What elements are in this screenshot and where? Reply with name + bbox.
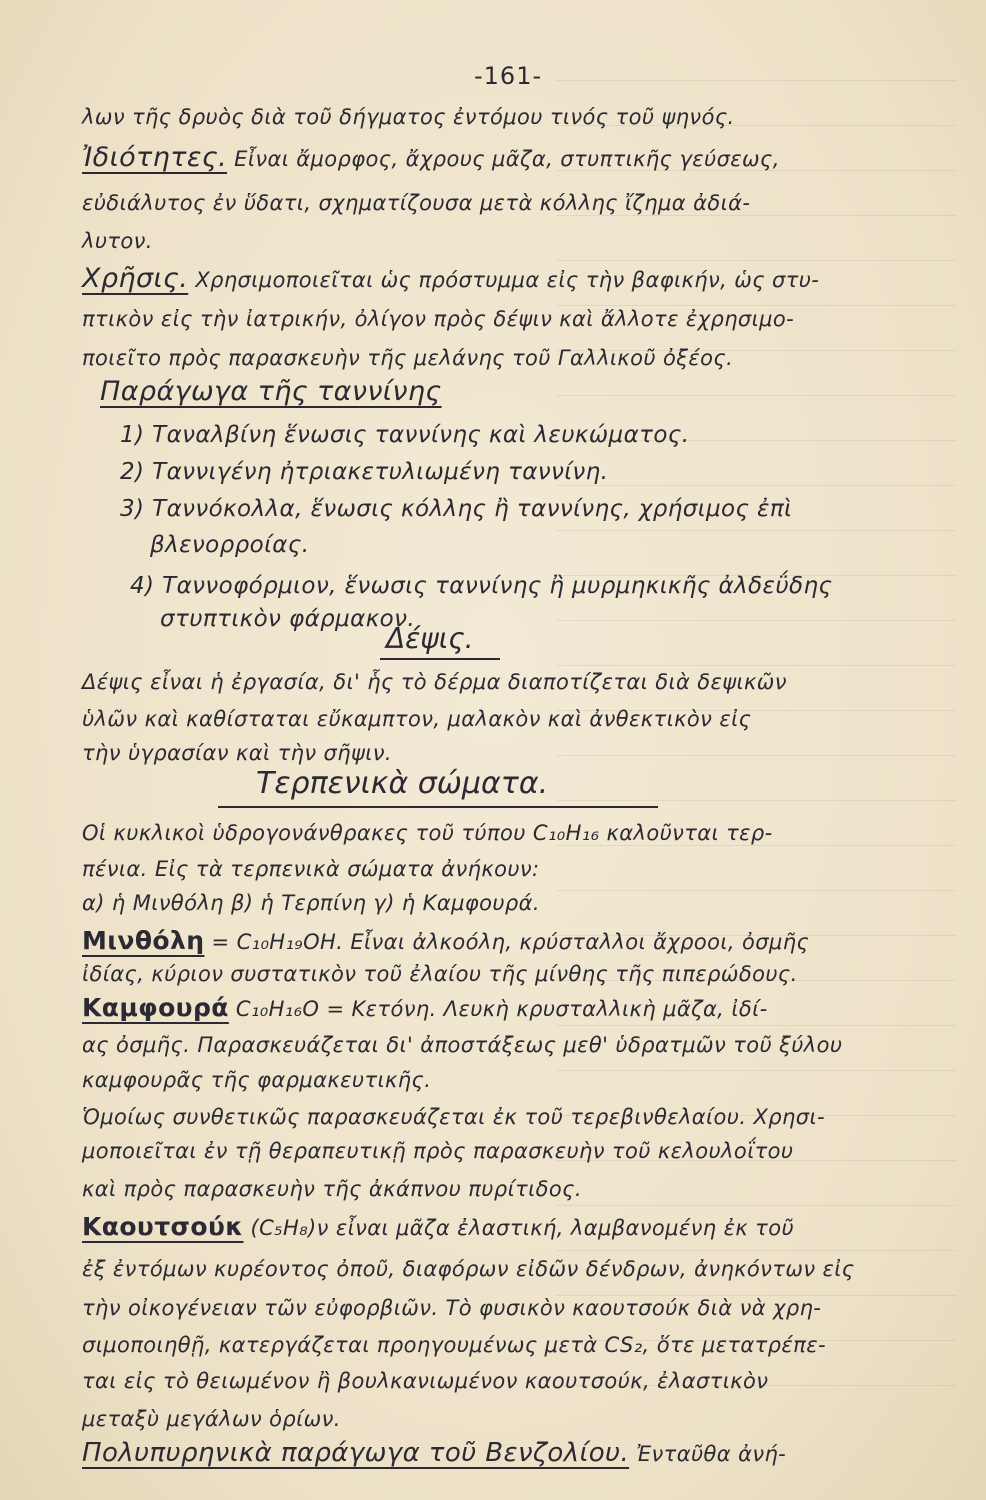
heading-polynuclear-benzene: Πολυπυρηνικὰ παράγωγα τοῦ Βενζολίου. [82, 1438, 630, 1468]
text-line: λων τῆς δρυὸς διὰ τοῦ δήγματος ἐντόμου τινός τοῦ ψηνός. [82, 105, 735, 129]
text-span: (C₅H₈)ν εἶναι μᾶζα ἐλαστική, λαμβανομένη ἐκ τοῦ [250, 1216, 795, 1240]
text-line: καὶ πρὸς παρασκευὴν τῆς ἀκάπνου πυρίτιδος. [82, 1177, 582, 1201]
text-line: μεταξὺ μεγάλων ὁρίων. [82, 1407, 341, 1431]
heading-tannin-derivatives: Παράγωγα τῆς ταννίνης [100, 376, 442, 407]
text-line [100, 377, 442, 408]
text-line [82, 1212, 794, 1243]
text-line: σιμοποιηθῇ, κατεργάζεται προηγουμένως μετὰ CS₂, ὅτε μετατρέπε- [82, 1333, 826, 1357]
heading-properties: Ἰδιότητες. [82, 142, 228, 173]
text-line: Οἱ κυκλικοὶ ὑδρογονάνθρακες τοῦ τύπου C₁₀H₁₆ καλοῦνται τερ- [82, 821, 773, 845]
list-item: 2) Ταννιγένη ἠτριακετυλιωμένη ταννίνη. [120, 459, 609, 485]
text-line [82, 1438, 786, 1469]
text-line: ποιεῖτο πρὸς παρασκευὴν τῆς μελάνης τοῦ Γαλλικοῦ ὀξέος. [82, 346, 734, 370]
text-line: λυτον. [82, 229, 153, 253]
text-line: τὴν οἰκογένειαν τῶν εὐφορβιῶν. Τὸ φυσικὸν καουτσούκ διὰ νὰ χρη- [82, 1296, 822, 1320]
text-line: ἰδίας, κύριον συστατικὸν τοῦ ἐλαίου τῆς μίνθης τῆς πιπερώδους. [82, 962, 798, 986]
text-line: α) ἡ Μινθόλη β) ἡ Τερπίνη γ) ἡ Καμφουρά. [82, 891, 540, 915]
list-item: 4) Ταννοφόρμιον, ἕνωσις ταννίνης ἢ μυρμηκικῆς ἀλδεΰδης [130, 573, 833, 599]
text-line [82, 264, 819, 295]
text-line [82, 926, 809, 957]
text-span: C₁₀H₁₆O = Κετόνη. Λευκὴ κρυσταλλικὴ μᾶζα, ἰδί- [235, 997, 768, 1021]
text-line: εὐδιάλυτος ἐν ὕδατι, σχηματίζουσα μετὰ κόλλης ἴζημα ἀδιά- [82, 191, 751, 215]
text-line: πτικὸν εἰς τὴν ἰατρικήν, ὀλίγον πρὸς δέψιν καὶ ἄλλοτε ἐχρησιμο- [82, 307, 795, 331]
heading-camphor: Καμφουρά [82, 993, 229, 1022]
text-line: πένια. Εἰς τὰ τερπενικὰ σώματα ἀνήκουν: [82, 857, 540, 881]
heading-menthol: Μινθόλη [82, 926, 205, 955]
text-line [82, 143, 780, 174]
heading-underline [218, 806, 658, 808]
page-number: -161- [474, 62, 543, 90]
heading-tanning: Δέψις. [386, 622, 474, 655]
text-line: μοποιεῖται ἐν τῇ θεραπευτικῇ πρὸς παρασκευὴν τοῦ κελουλοΐτου [82, 1139, 794, 1163]
text-span: Εἶναι ἄμορφος, ἄχρους μᾶζα, στυπτικῆς γεύσεως, [234, 147, 780, 171]
list-item: στυπτικὸν φάρμακον. [160, 606, 416, 632]
list-item: 3) Ταννόκολλα, ἕνωσις κόλλης ἢ ταννίνης, χρήσιμος ἐπὶ [120, 496, 793, 522]
text-span: Ἐνταῦθα ἀνή- [636, 1442, 787, 1466]
heading-terpenes: Τερπενικὰ σώματα. [256, 766, 549, 801]
text-line: Ὁμοίως συνθετικῶς παρασκευάζεται ἐκ τοῦ τερεβινθελαίου. Χρησι- [82, 1105, 825, 1129]
text-line: ὑλῶν καὶ καθίσταται εὔκαμπτον, μαλακὸν καὶ ἀνθεκτικὸν εἰς [82, 707, 752, 731]
heading-rubber: Καουτσούκ [82, 1212, 244, 1241]
text-line: ται εἰς τὸ θειωμένον ἢ βουλκανιωμένον καουτσούκ, ἐλαστικὸν [82, 1369, 769, 1393]
text-line: τὴν ὑγρασίαν καὶ τὴν σῆψιν. [82, 741, 392, 765]
text-span: = C₁₀H₁₉OH. Εἶναι ἀλκοόλη, κρύσταλλοι ἄχροοι, ὀσμῆς [211, 930, 810, 954]
heading-use: Χρῆσις. [82, 263, 189, 294]
list-item: βλενορροίας. [150, 532, 310, 558]
heading-underline [380, 658, 500, 660]
text-span: Χρησιμοποιεῖται ὡς πρόστυμμα εἰς τὴν βαφικήν, ὡς στυ- [195, 268, 820, 292]
text-line: καμφουρᾶς τῆς φαρμακευτικῆς. [82, 1068, 432, 1092]
text-line [82, 993, 768, 1024]
text-line: Δέψις εἶναι ἡ ἐργασία, δι' ἧς τὸ δέρμα διαποτίζεται διὰ δεψικῶν [82, 670, 787, 694]
text-line: ας ὀσμῆς. Παρασκευάζεται δι' ἀποστάξεως μεθ' ὑδρατμῶν τοῦ ξύλου [82, 1033, 843, 1057]
text-line: ἐξ ἐντόμων κυρέοντος ὀποῦ, διαφόρων εἰδῶν δένδρων, ἀνηκόντων εἰς [82, 1257, 855, 1281]
list-item: 1) Ταναλβίνη ἕνωσις ταννίνης καὶ λευκώματος. [120, 422, 690, 448]
